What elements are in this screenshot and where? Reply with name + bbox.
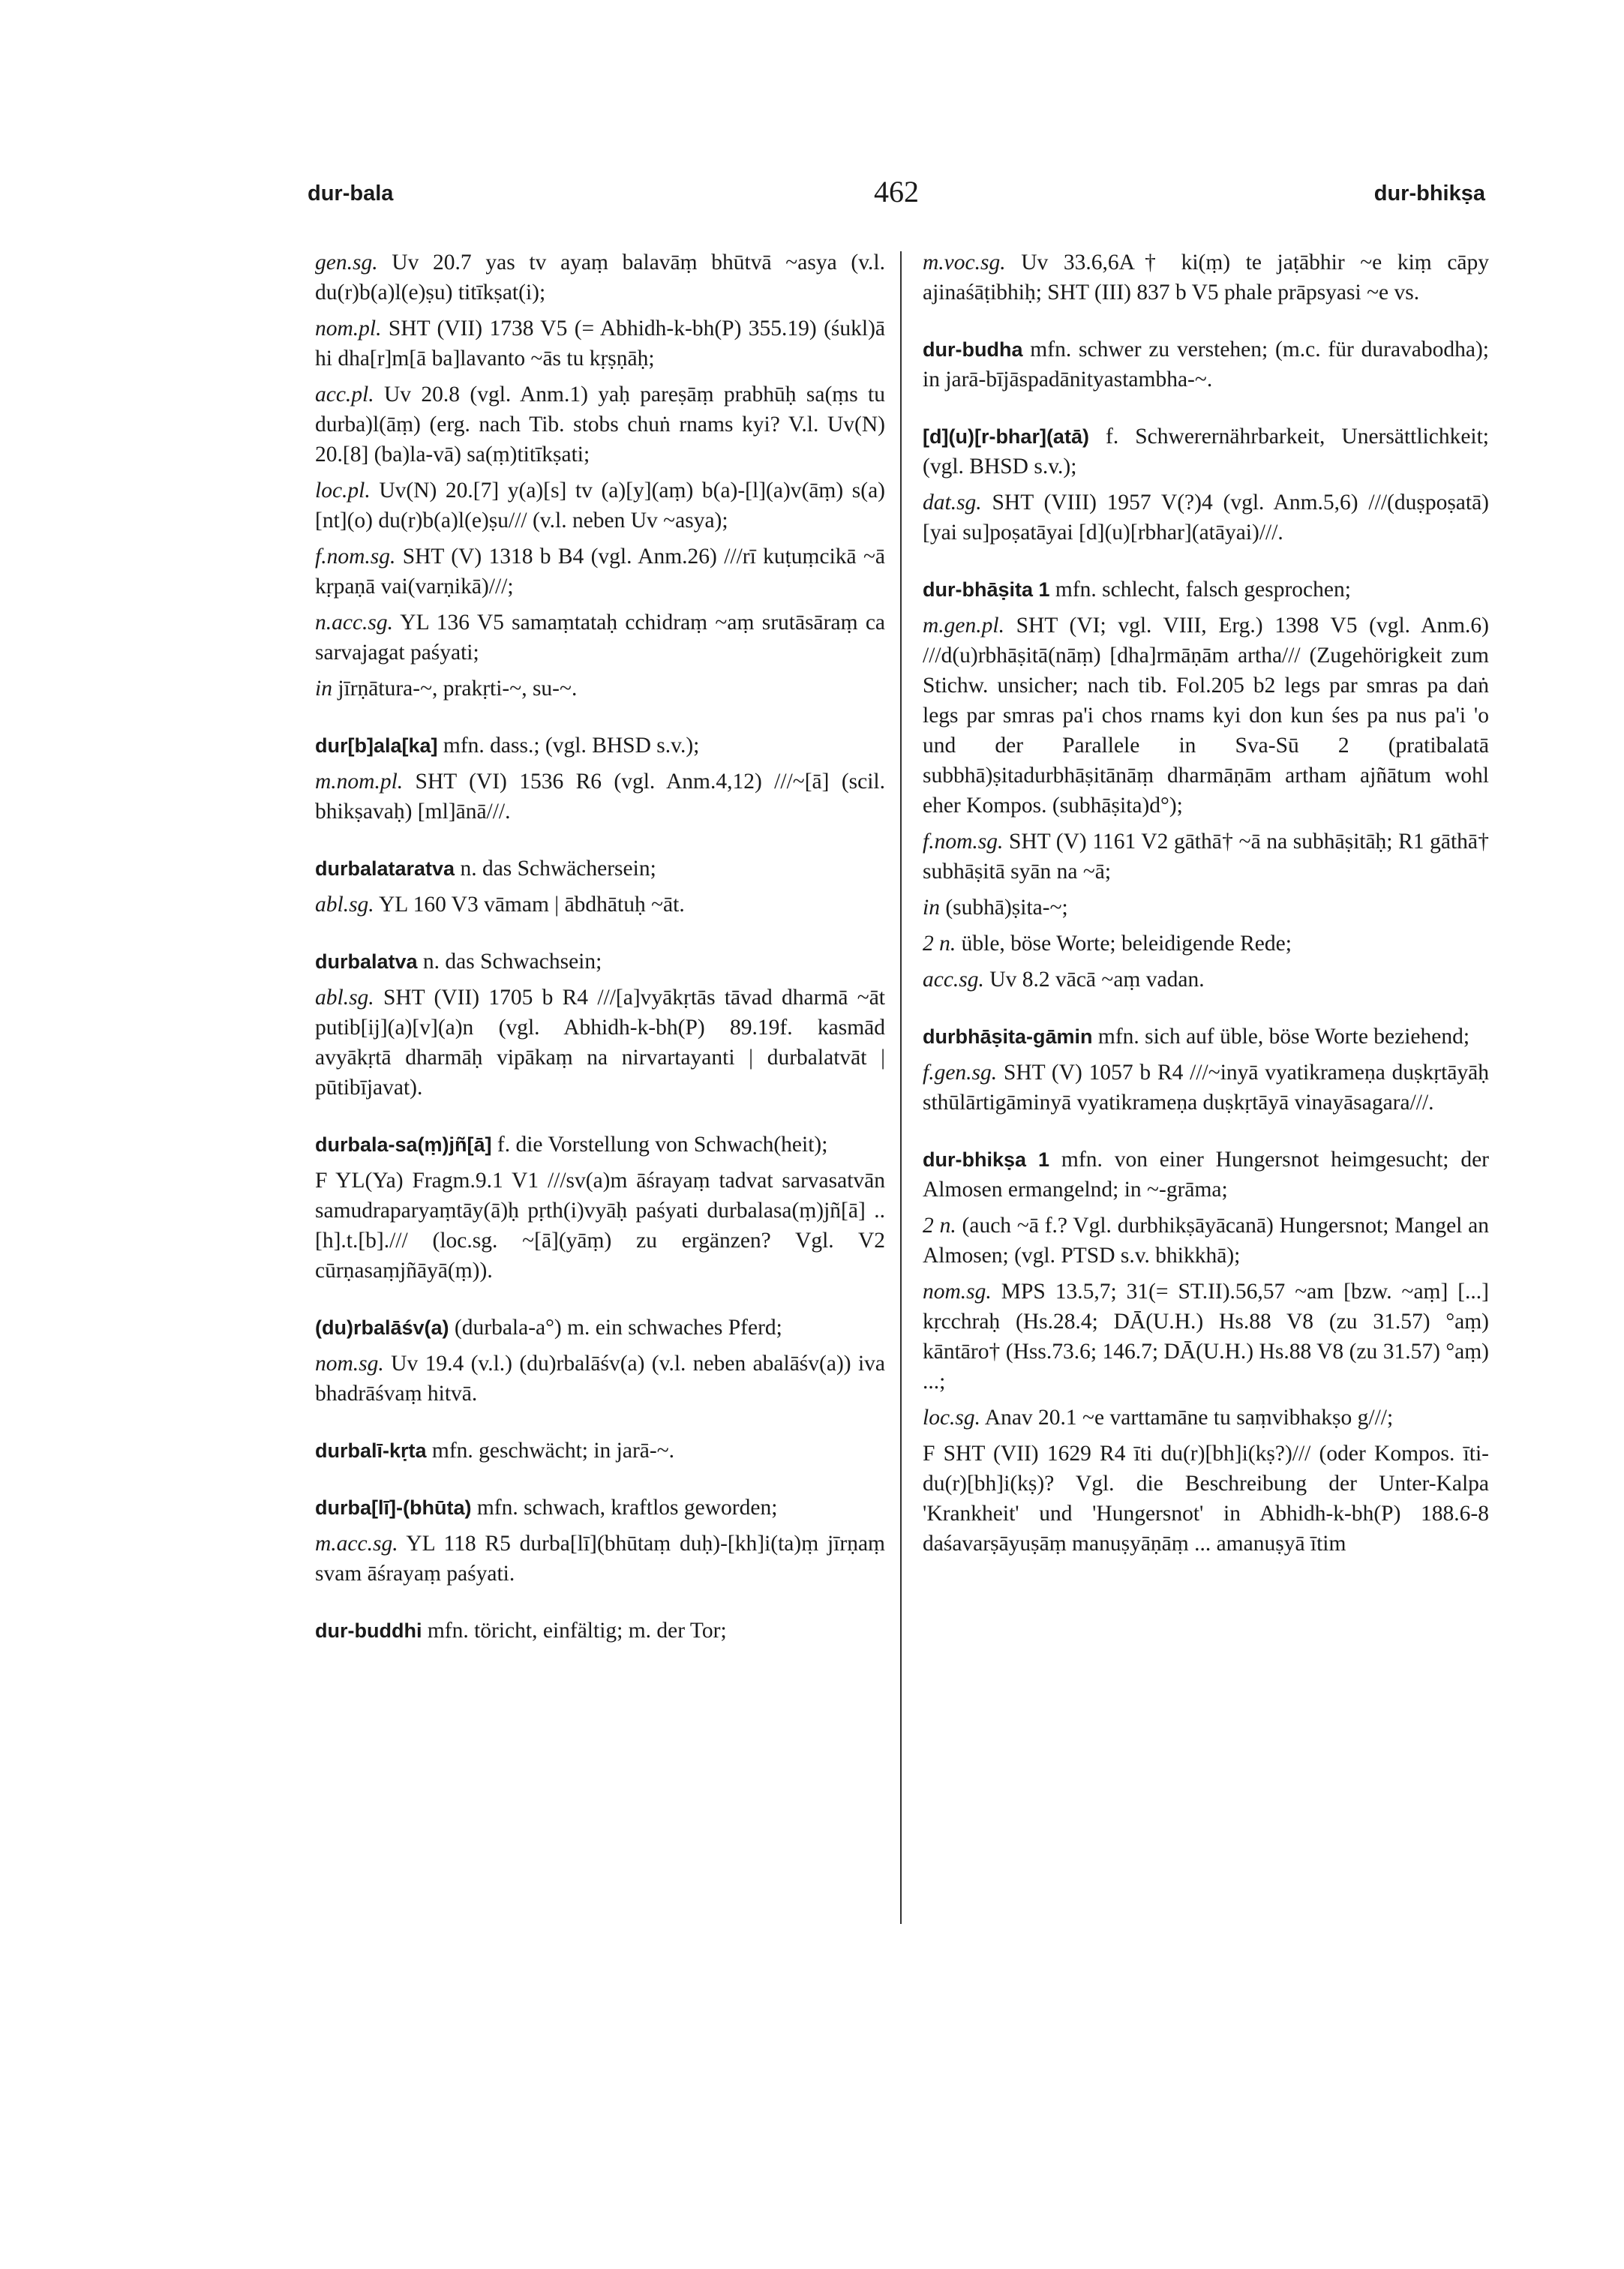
citation-text: (subhā)ṣita-~; bbox=[945, 896, 1068, 920]
headword: durbalī-kṛta bbox=[315, 1439, 427, 1462]
citation-line bbox=[315, 983, 885, 1103]
citation-text: SHT (VI; vgl. VIII, Erg.) 1398 V5 (vgl. Anm.6) ///d(u)rbhāṣitā(nāṃ) [dha]rmāṇām artha/// (Zugehörigkeit zum Stichw. unsicher; nach tib. Fol.205 b2 legs par smras pa daṅ legs par smras pa'i chos rnams kyi don kun śes pa nus pa'i 'o und der Parallele in Sva-Sū 2 (pratibalatā subbhā)ṣitadurbhāṣitānāṃ dharmāṇām artham ajñātum wohl eher Kompos. (subhāṣita)d°); bbox=[923, 614, 1490, 818]
citation-line bbox=[315, 380, 885, 470]
citation-line bbox=[315, 314, 885, 374]
grammatical-label: in bbox=[923, 896, 940, 920]
citation-line bbox=[923, 488, 1489, 548]
dictionary-entry bbox=[315, 1130, 885, 1286]
citation-line bbox=[315, 1349, 885, 1409]
entry-head bbox=[315, 1436, 885, 1466]
citation-text: Uv(N) 20.[7] y(a)[s] tv (a)[y](aṃ) b(a)-[l](a)v(āṃ) s(a)[nt](o) du(r)b(a)l(e)ṣu/// (v.l. neben Uv ~asya); bbox=[315, 479, 885, 533]
grammatical-label: in bbox=[315, 677, 332, 701]
headword-gloss: mfn. schlecht, falsch gesprochen; bbox=[1055, 578, 1351, 602]
headword: durbalatva bbox=[315, 950, 418, 973]
citation-text: Anav 20.1 ~e varttamāne tu saṃvibhakṣo g///; bbox=[984, 1406, 1394, 1430]
dictionary-entry bbox=[923, 248, 1489, 308]
headword-gloss: mfn. geschwächt; in jarā-~. bbox=[431, 1439, 675, 1463]
grammatical-label: abl.sg. bbox=[315, 893, 374, 917]
citation-text: üble, böse Worte; beleidigende Rede; bbox=[961, 932, 1292, 956]
citation-line bbox=[315, 476, 885, 536]
grammatical-label: 2 n. bbox=[923, 1214, 956, 1238]
headword-gloss: n. das Schwächersein; bbox=[460, 857, 656, 881]
grammatical-label: acc.pl. bbox=[315, 383, 374, 407]
headword-gloss: (durbala-a°) m. ein schwaches Pferd; bbox=[454, 1316, 782, 1340]
citation-text: MPS 13.5,7; 31(= ST.II).56,57 ~am [bzw. ~aṃ] [...] kṛcchraḥ (Hs.28.4; DĀ(U.H.) Hs.88 V8 (zu 31.57) °aṃ) kāntāro† (Hss.73.6; 146.7; DĀ(U.H.) Hs.88 V8 (zu 31.57) °aṃ) ...; bbox=[923, 1280, 1490, 1394]
grammatical-label: gen.sg. bbox=[315, 251, 378, 275]
dictionary-entry bbox=[923, 335, 1489, 395]
dictionary-entry bbox=[315, 1616, 885, 1646]
dictionary-entry bbox=[315, 1493, 885, 1589]
citation-line bbox=[923, 827, 1489, 887]
grammatical-label: loc.pl. bbox=[315, 479, 371, 503]
citation-line bbox=[315, 1529, 885, 1589]
entry-head bbox=[315, 1130, 885, 1160]
headword-gloss: n. das Schwachsein; bbox=[422, 950, 602, 974]
grammatical-label: 2 n. bbox=[923, 932, 956, 956]
citation-text: SHT (VII) 1738 V5 (= Abhidh-k-bh(P) 355.19) (śukl)ā hi dha[r]m[ā ba]lavanto ~ās tu kṛṣṇāḥ; bbox=[315, 317, 886, 371]
grammatical-label: m.nom.pl. bbox=[315, 770, 404, 794]
citation-text: YL 118 R5 durba[lī](bhūtaṃ duḥ)-[kh]i(ta)ṃ jīrṇaṃ svam āśrayaṃ paśyati. bbox=[315, 1532, 885, 1586]
citation-text: SHT (V) 1057 b R4 ///~inyā vyatikrameṇa duṣkṛtāyāḥ sthūlārtigāminyā vyatikrameṇa duṣkṛtāyā vinayāsagara///. bbox=[923, 1061, 1490, 1115]
headword-gloss: mfn. von einer Hungersnot heimgesucht; der Almosen ermangelnd; in ~-grāma; bbox=[923, 1148, 1489, 1202]
grammatical-label: nom.pl. bbox=[315, 317, 382, 341]
headword: durba[lī]-(bhūta) bbox=[315, 1496, 472, 1519]
citation-line bbox=[923, 893, 1489, 923]
grammatical-label: loc.sg. bbox=[923, 1406, 981, 1430]
grammatical-label: dat.sg. bbox=[923, 491, 982, 515]
dictionary-entry bbox=[315, 731, 885, 827]
citation-text: YL 160 V3 vāmam | ābdhātuḥ ~āt. bbox=[378, 893, 685, 917]
headword: (du)rbalāśv(a) bbox=[315, 1316, 449, 1339]
citation-text: SHT (VII) 1705 b R4 ///[a]vyākṛtās tāvad dharmā ~āt putib[ij](a)[v](a)n (vgl. Abhidh-k-bh(P) 89.19f. kasmād avyākṛtā dharmāḥ vipākaṃ na nirvartayanti | durbalatvāt | pūtibījavat). bbox=[315, 986, 886, 1100]
entry-head bbox=[923, 1145, 1489, 1205]
citation-line bbox=[923, 1403, 1489, 1433]
grammatical-label: acc.sg. bbox=[923, 968, 984, 992]
citation-text: SHT (VIII) 1957 V(?)4 (vgl. Anm.5,6) ///(duṣpoṣatā)[yai su]poṣatāyai [d](u)[rbhar](atāyai)///. bbox=[923, 491, 1490, 545]
citation-line bbox=[923, 1277, 1489, 1397]
entry-head bbox=[315, 947, 885, 977]
dictionary-entry bbox=[315, 248, 885, 704]
headword: durbhāṣita-gāmin bbox=[923, 1025, 1093, 1048]
headword: dur[b]ala[ka] bbox=[315, 734, 438, 757]
entry-head bbox=[315, 1616, 885, 1646]
headword: dur-bhāṣita 1 bbox=[923, 578, 1050, 601]
right-column bbox=[923, 248, 1489, 1559]
citation-text: YL 136 V5 samaṃtataḥ cchidraṃ ~aṃ srutāsāraṃ ca sarvajagat paśyati; bbox=[315, 611, 886, 665]
citation-text: Uv 20.8 (vgl. Anm.1) yaḥ pareṣāṃ prabhūḥ sa(ṃs tu durba)l(āṃ) (erg. nach Tib. stobs chuṅ rnams kyi? V.l. Uv(N) 20.[8] (ba)la-vā) sa(ṃ)titīkṣati; bbox=[315, 383, 885, 467]
citation-line bbox=[315, 542, 885, 602]
citation-text: Uv 19.4 (v.l.) (du)rbalāśv(a) (v.l. neben abalāśv(a)) iva bhadrāśvaṃ hitvā. bbox=[315, 1352, 885, 1406]
headword-gloss: mfn. schwer zu verstehen; (m.c. für duravabodha); in jarā-bījāspadānityastambha-~. bbox=[923, 338, 1489, 392]
grammatical-label: m.gen.pl. bbox=[923, 614, 1004, 638]
page-number: 462 bbox=[874, 175, 919, 209]
headword: dur-bhikṣa 1 bbox=[923, 1148, 1050, 1171]
dictionary-entry bbox=[315, 1313, 885, 1409]
headword: durbalataratva bbox=[315, 857, 455, 880]
dictionary-entry bbox=[923, 575, 1489, 995]
grammatical-label: m.voc.sg. bbox=[923, 251, 1006, 275]
grammatical-label: m.acc.sg. bbox=[315, 1532, 398, 1556]
column-divider bbox=[900, 251, 902, 1924]
running-head bbox=[308, 174, 1485, 219]
headword: dur-buddhi bbox=[315, 1619, 422, 1642]
grammatical-label: abl.sg. bbox=[315, 986, 374, 1010]
citation-line bbox=[315, 1166, 885, 1286]
headword: durbala-sa(ṃ)jñ[ā] bbox=[315, 1133, 492, 1156]
citation-text: Uv 33.6,6A† ki(ṃ) te jaṭābhir ~e kiṃ cāpy ajinaśāṭibhiḥ; SHT (III) 837 b V5 phale prāpsyasi ~e vs. bbox=[923, 251, 1490, 305]
citation-line bbox=[315, 767, 885, 827]
citation-line bbox=[315, 608, 885, 668]
citation-text: (auch ~ā f.? Vgl. durbhikṣāyācanā) Hungersnot; Mangel an Almosen; (vgl. PTSD s.v. bhikkhā); bbox=[923, 1214, 1490, 1268]
citation-line bbox=[923, 929, 1489, 959]
citation-line bbox=[923, 1211, 1489, 1271]
grammatical-label: f.gen.sg. bbox=[923, 1061, 998, 1085]
citation-text: F SHT (VII) 1629 R4 īti du(r)[bh]i(kṣ?)/// (oder Kompos. īti-du(r)[bh]i(kṣ)? Vgl. die Beschreibung der Unter-Kalpa 'Krankheit' und 'Hungersnot' in Abhidh-k-bh(P) 188.6-8 daśavarṣāyuṣāṃ manuṣyāṇāṃ ... amanuṣyā ītim bbox=[923, 1442, 1489, 1556]
citation-text: Uv 20.7 yas tv ayaṃ balavāṃ bhūtvā ~asya (v.l. du(r)b(a)l(e)ṣu) titīkṣat(i); bbox=[315, 251, 886, 305]
citation-text: jīrṇātura-~, prakṛti-~, su-~. bbox=[338, 677, 578, 701]
entry-head bbox=[315, 731, 885, 761]
citation-line bbox=[923, 1439, 1489, 1559]
citation-line bbox=[923, 611, 1489, 821]
citation-text: SHT (V) 1161 V2 gāthā† ~ā na subhāṣitāḥ; R1 gāthā† subhāṣitā syān na ~ā; bbox=[923, 830, 1489, 884]
entry-head bbox=[315, 1313, 885, 1343]
dictionary-entry bbox=[315, 854, 885, 920]
running-head-right: dur-bhikṣa bbox=[1373, 182, 1485, 206]
citation-line bbox=[315, 248, 885, 308]
dictionary-entry bbox=[923, 1022, 1489, 1118]
citation-text: F YL(Ya) Fragm.9.1 V1 ///sv(a)m āśrayaṃ tadvat sarvasatvān samudraparyaṃtāy(ā)ḥ pṛth(i)vyāḥ paśyati durbalasa(ṃ)jñ[ā] .. [h].t.[b]./// (loc.sg. ~[ā](yāṃ) zu ergänzen? Vgl. V2 cūrṇasaṃjñāyā(ṃ)). bbox=[315, 1169, 885, 1283]
citation-text: SHT (V) 1318 b B4 (vgl. Anm.26) ///rī kuṭuṃcikā ~ā kṛpaṇā vai(varṇikā)///; bbox=[315, 545, 886, 599]
headword-gloss: mfn. sich auf üble, böse Worte beziehend; bbox=[1097, 1025, 1470, 1049]
grammatical-label: nom.sg. bbox=[315, 1352, 384, 1376]
grammatical-label: f.nom.sg. bbox=[923, 830, 1004, 854]
grammatical-label: n.acc.sg. bbox=[315, 611, 394, 635]
headword-gloss: mfn. dass.; (vgl. BHSD s.v.); bbox=[443, 734, 700, 758]
headword-gloss: f. die Vorstellung von Schwach(heit); bbox=[497, 1133, 828, 1157]
left-column bbox=[315, 248, 885, 1652]
headword: [d](u)[r-bhar](atā) bbox=[923, 425, 1089, 448]
dictionary-entry bbox=[315, 1436, 885, 1466]
entry-head bbox=[923, 422, 1489, 482]
citation-text: Uv 8.2 vācā ~aṃ vadan. bbox=[989, 968, 1205, 992]
citation-line bbox=[923, 248, 1489, 308]
dictionary-entry bbox=[923, 1145, 1489, 1559]
headword-gloss: mfn. töricht, einfältig; m. der Tor; bbox=[427, 1619, 727, 1643]
citation-line bbox=[923, 1058, 1489, 1118]
citation-line bbox=[315, 674, 885, 704]
citation-text: SHT (VI) 1536 R6 (vgl. Anm.4,12) ///~[ā] (scil. bhikṣavaḥ) [ml]ānā///. bbox=[315, 770, 885, 824]
entry-head bbox=[315, 1493, 885, 1523]
grammatical-label: nom.sg. bbox=[923, 1280, 992, 1304]
dictionary-entry bbox=[315, 947, 885, 1103]
entry-head bbox=[923, 575, 1489, 605]
citation-line bbox=[315, 890, 885, 920]
entry-head bbox=[315, 854, 885, 884]
entry-head bbox=[923, 335, 1489, 395]
headword-gloss: f. Schwerernährbarkeit, Unersättlichkeit; (vgl. BHSD s.v.); bbox=[923, 425, 1490, 479]
running-head-left: dur-bala bbox=[308, 182, 394, 206]
headword: dur-budha bbox=[923, 338, 1023, 361]
entry-head bbox=[923, 1022, 1489, 1052]
grammatical-label: f.nom.sg. bbox=[315, 545, 396, 569]
headword-gloss: mfn. schwach, kraftlos geworden; bbox=[476, 1496, 778, 1520]
dictionary-entry bbox=[923, 422, 1489, 548]
citation-line bbox=[923, 965, 1489, 995]
